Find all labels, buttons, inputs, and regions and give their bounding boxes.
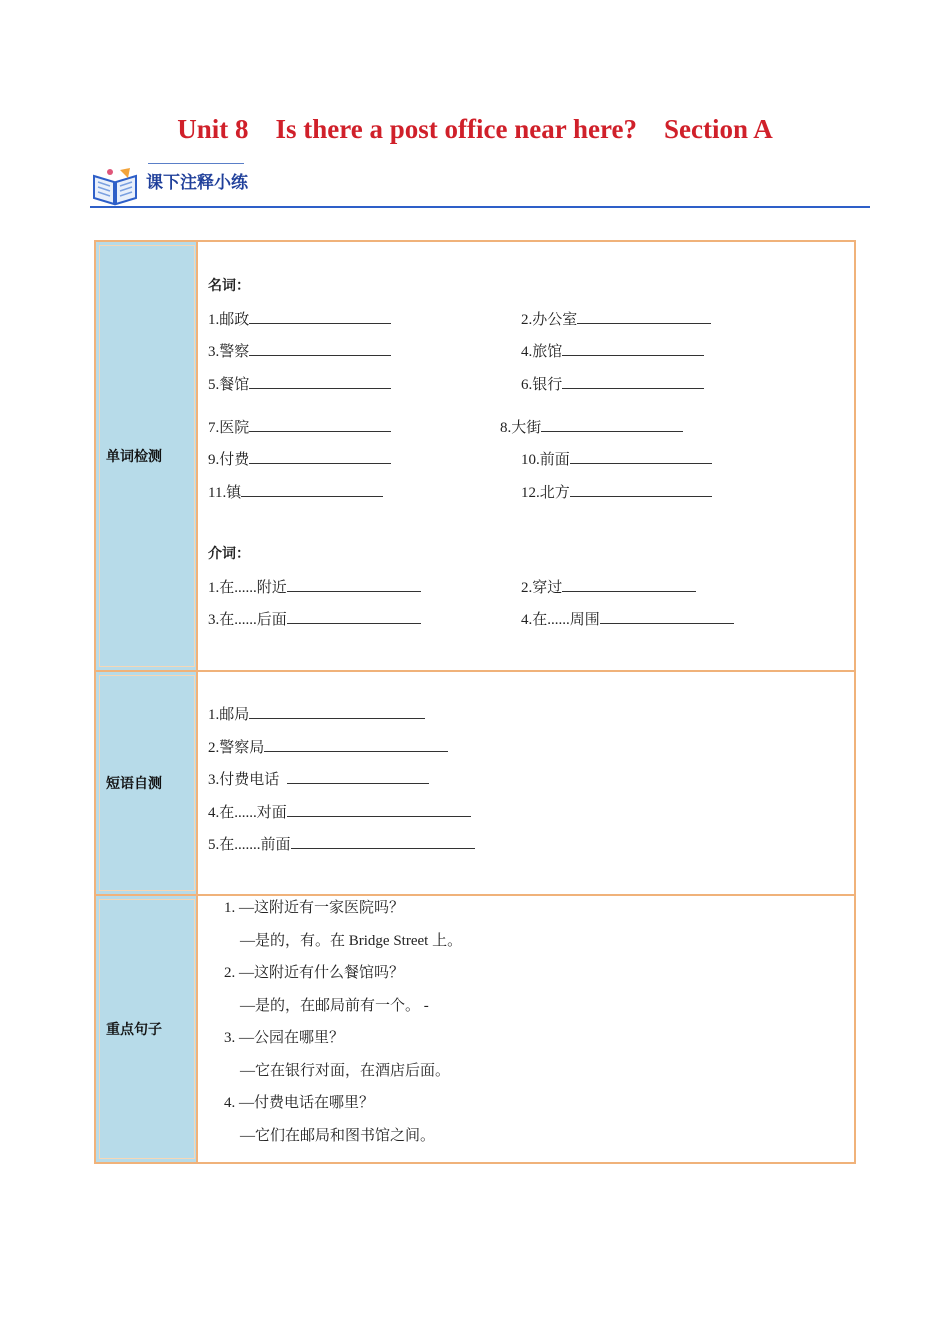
answer-blank[interactable] xyxy=(287,609,421,624)
row-words xyxy=(96,242,854,670)
sentence-line: 2. —这附近有什么餐馆吗？ xyxy=(224,965,405,981)
row-phrases xyxy=(96,670,854,894)
row-heading: 重点句子 xyxy=(96,896,198,1162)
fill-item: 2.警察局 xyxy=(208,737,448,758)
fill-item: 3.付费电话 xyxy=(208,769,429,790)
row-heading: 单词检测 xyxy=(96,242,198,670)
fill-item: 4.在......对面 xyxy=(208,802,471,823)
answer-blank[interactable] xyxy=(577,309,711,324)
fill-item: 1.邮局 xyxy=(208,704,425,725)
answer-blank[interactable] xyxy=(249,417,391,432)
fill-item: 5.在.......前面 xyxy=(208,834,475,855)
fill-item: 2.穿过 xyxy=(521,577,696,598)
sentence-line: —是的，在邮局前有一个。 - xyxy=(240,998,429,1014)
answer-blank[interactable] xyxy=(562,341,704,356)
fill-item: 4.在......周围 xyxy=(521,609,734,630)
fill-item: 5.餐馆 xyxy=(208,374,391,395)
exercise-table xyxy=(94,240,856,1164)
fill-item: 3.在......后面 xyxy=(208,609,421,630)
answer-blank[interactable] xyxy=(291,834,475,849)
row-body xyxy=(198,242,854,670)
fill-item: 7.医院 xyxy=(208,417,391,438)
answer-blank[interactable] xyxy=(541,417,683,432)
sentence-line: —是的，有。在 Bridge Street 上。 xyxy=(240,933,463,949)
answer-blank[interactable] xyxy=(249,704,425,719)
preps-label: 介词： xyxy=(208,546,250,562)
answer-blank[interactable] xyxy=(570,482,712,497)
fill-item: 4.旅馆 xyxy=(521,341,704,362)
sentence-line: 3. —公园在哪里？ xyxy=(224,1030,345,1046)
nouns-label: 名词： xyxy=(208,278,250,294)
section-header xyxy=(90,160,870,212)
answer-blank[interactable] xyxy=(287,577,421,592)
answer-blank[interactable] xyxy=(562,374,704,389)
fill-item: 12.北方 xyxy=(521,482,712,503)
answer-blank[interactable] xyxy=(249,341,391,356)
answer-blank[interactable] xyxy=(287,802,471,817)
answer-blank[interactable] xyxy=(264,737,448,752)
answer-blank[interactable] xyxy=(562,577,696,592)
sentence-line: 4. —付费电话在哪里？ xyxy=(224,1095,375,1111)
fill-item: 1.在......附近 xyxy=(208,577,421,598)
answer-blank[interactable] xyxy=(287,769,429,784)
fill-item: 6.银行 xyxy=(521,374,704,395)
sentence-line: —它们在邮局和图书馆之间。 xyxy=(240,1128,436,1144)
sentence-line: —它在银行对面，在酒店后面。 xyxy=(240,1063,451,1079)
row-body xyxy=(198,896,854,1162)
answer-blank[interactable] xyxy=(600,609,734,624)
fill-item: 11.镇 xyxy=(208,482,383,503)
open-book-icon xyxy=(90,166,140,206)
fill-item: 9.付费 xyxy=(208,449,391,470)
fill-item: 10.前面 xyxy=(521,449,712,470)
fill-item: 3.警察 xyxy=(208,341,391,362)
row-heading: 短语自测 xyxy=(96,672,198,894)
fill-item: 1.邮政 xyxy=(208,309,391,330)
page-title: Unit 8 Is there a post office near here? Section A xyxy=(177,114,773,144)
answer-blank[interactable] xyxy=(241,482,383,497)
row-sentences xyxy=(96,894,854,1162)
section-label: 课下注释小练 xyxy=(146,173,248,193)
sentence-line: 1. —这附近有一家医院吗？ xyxy=(224,900,405,916)
fill-item: 8.大街 xyxy=(500,417,683,438)
answer-blank[interactable] xyxy=(249,449,391,464)
answer-blank[interactable] xyxy=(249,309,391,324)
answer-blank[interactable] xyxy=(249,374,391,389)
fill-item: 2.办公室 xyxy=(521,309,711,330)
row-body xyxy=(198,672,854,894)
answer-blank[interactable] xyxy=(570,449,712,464)
